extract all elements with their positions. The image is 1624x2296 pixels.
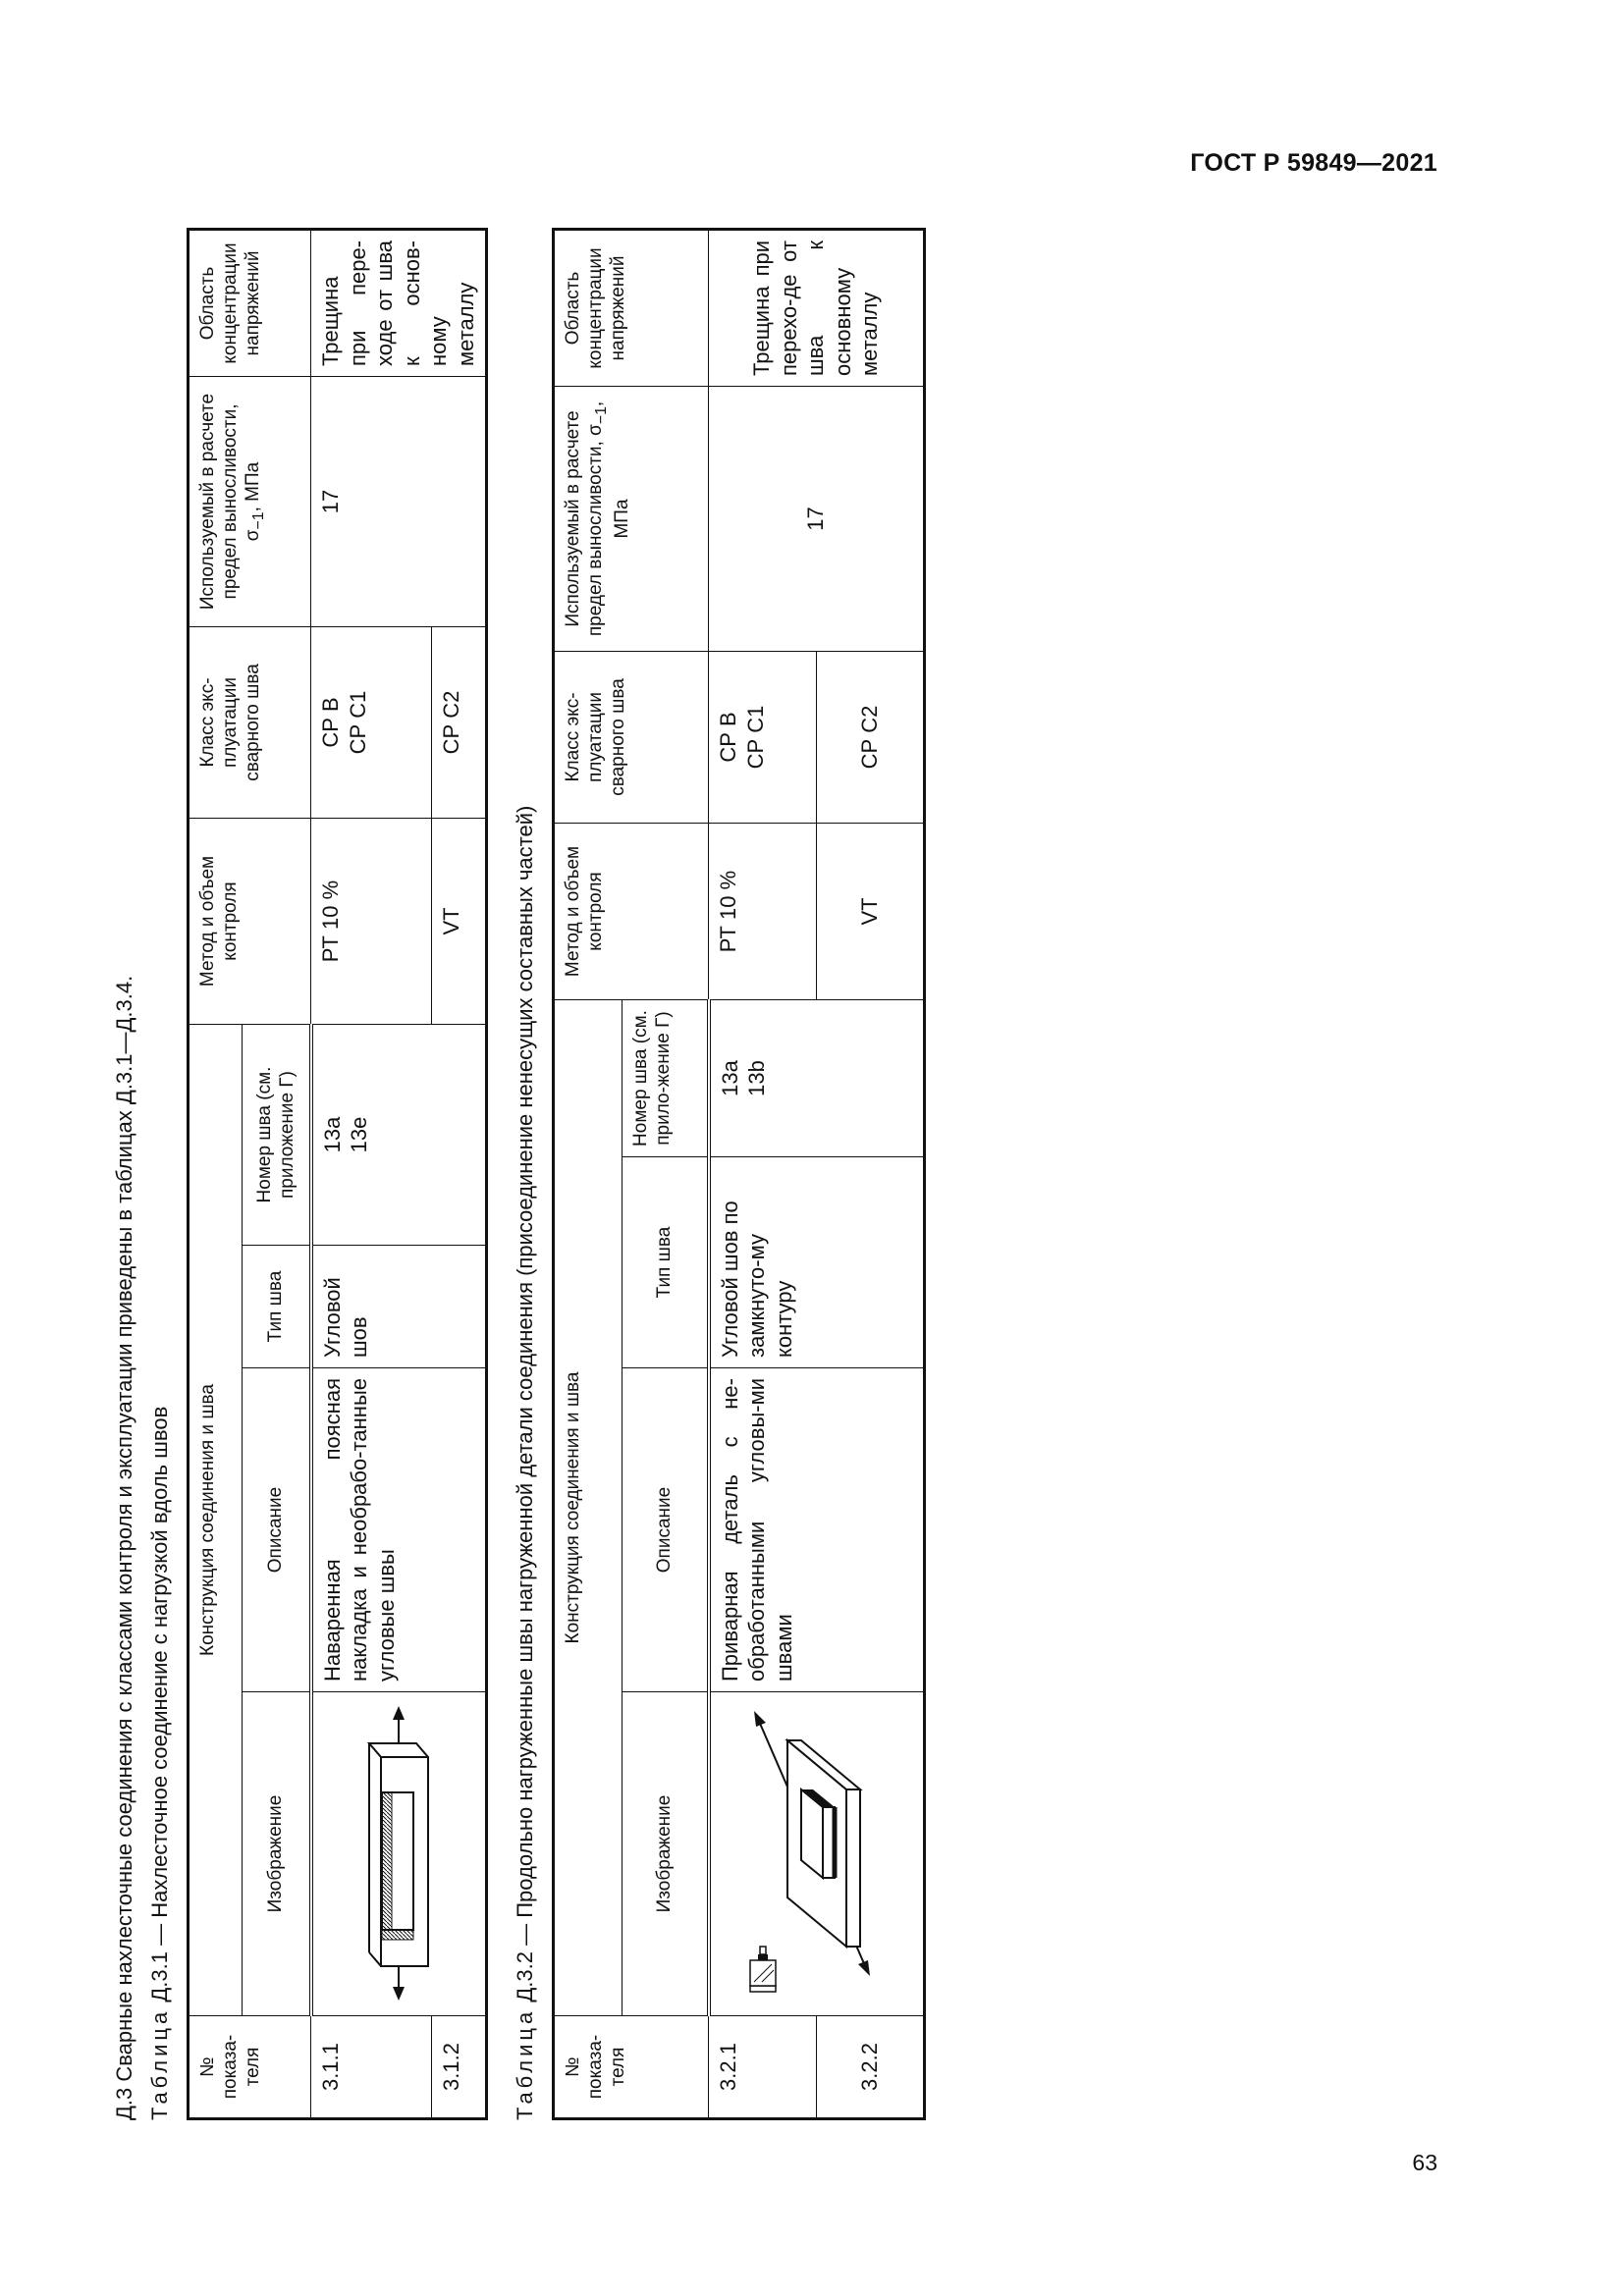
page-number: 63	[1412, 2150, 1437, 2175]
row-class: СР В СР С1	[311, 626, 432, 818]
standard-number: ГОСТ Р 59849—2021	[1190, 149, 1437, 177]
row-method: VT	[432, 818, 487, 1024]
row-description: Приварная деталь с не-обработанными угловы-ми швами	[709, 1368, 925, 1692]
t-section-icon	[750, 1947, 776, 1992]
weld-image-lap-plate	[311, 1692, 487, 2016]
row-area: Трещина при пере-ходе от шва к основ-ному металлу	[311, 229, 487, 376]
table-row	[709, 229, 817, 2118]
row-num: 3.1.2	[432, 2016, 487, 2119]
header-endurance: Используемый в расчете предел выносливости, $\sigma_{-1}$, МПа	[554, 386, 709, 651]
table2-caption	[513, 806, 538, 2120]
table-row	[311, 229, 432, 2118]
header-weld-type: Тип шва	[243, 1246, 311, 1368]
header-image: Изображение	[623, 1692, 709, 2016]
table2-caption-text: Д.3.2 — Продольно нагруженные швы нагруженной детали соединения (присоединение ненесущих составных частей)	[513, 805, 537, 2002]
table-d31	[187, 228, 488, 2120]
row-endurance: 17	[709, 386, 925, 651]
row-endurance: 17	[311, 376, 487, 626]
row-method: РТ 10 %	[311, 818, 432, 1024]
row-class: СР В СР С1	[709, 651, 817, 823]
row-num: 3.2.2	[817, 2016, 925, 2119]
header-method: Метод и объем контроля	[189, 818, 311, 1024]
rotated-content	[112, 231, 1251, 2120]
header-num: № показа-теля	[189, 2016, 311, 2119]
header-weld-type: Тип шва	[623, 1157, 709, 1368]
row-num: 3.1.1	[311, 2016, 432, 2119]
row-method: VT	[817, 823, 925, 999]
header-endurance: Используемый в расчете предел выносливости, $\sigma_{-1}$, МПа	[189, 376, 311, 626]
table1-caption	[147, 1407, 173, 2120]
attachment-drawing	[729, 1701, 905, 2005]
table-d32	[552, 228, 926, 2120]
row-weld-number: 13a 13e	[311, 1024, 487, 1245]
table2-caption-prefix: Таблица	[513, 2007, 537, 2120]
row-num: 3.2.1	[709, 2016, 817, 2119]
table1-caption-text: Д.3.1 — Нахлесточное соединение с нагрузкой вдоль швов	[147, 1406, 172, 2002]
header-method: Метод и объем контроля	[554, 823, 709, 999]
row-class: СР С2	[817, 651, 925, 823]
lap-plate-drawing	[320, 1707, 477, 2002]
row-weld-type: Угловой шов	[311, 1246, 487, 1368]
header-description: Описание	[243, 1368, 311, 1692]
header-construction: Конструкция соединения и шва	[189, 1024, 243, 2015]
row-method: РТ 10 %	[709, 823, 817, 999]
header-area: Область концентрации напряжений	[554, 229, 709, 386]
header-area: Область концентрации напряжений	[189, 229, 311, 376]
header-class: Класс экс-плуатации сварного шва	[189, 626, 311, 818]
header-num: № показа-теля	[554, 2016, 709, 2119]
row-description: Наваренная поясная накладка и необрабо-танные угловые швы	[311, 1368, 487, 1692]
table1-caption-prefix: Таблица	[147, 2007, 172, 2120]
header-image: Изображение	[243, 1692, 311, 2016]
header-weld-number: Номер шва (см. прило-жение Г)	[623, 999, 709, 1156]
section-paragraph: Д.3 Сварные нахлесточные соединения с классами контроля и эксплуатации приведены в таблицах Д.3.1—Д.3.4.	[112, 975, 136, 2120]
row-class: СР С2	[432, 626, 487, 818]
header-weld-number: Номер шва (см. приложение Г)	[243, 1024, 311, 1245]
row-weld-type: Угловой шов по замкнуто-му контуру	[709, 1157, 925, 1368]
header-construction: Конструкция соединения и шва	[554, 999, 623, 2015]
weld-image-attachment	[709, 1692, 925, 2016]
header-description: Описание	[623, 1368, 709, 1692]
row-area: Трещина при перехо-де от шва к основному металлу	[709, 229, 925, 386]
row-weld-number: 13a 13b	[709, 999, 925, 1156]
header-class: Класс экс-плуатации сварного шва	[554, 651, 709, 823]
